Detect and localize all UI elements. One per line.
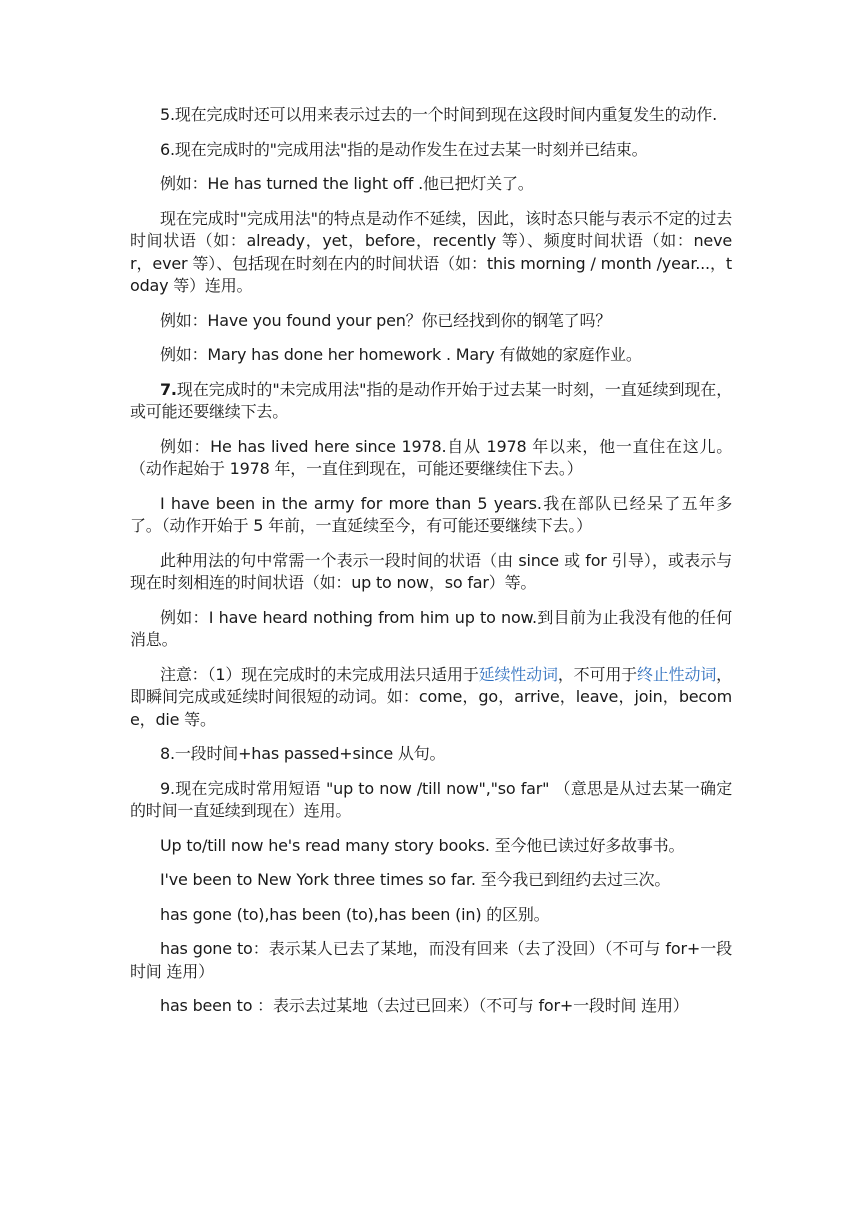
document-body xyxy=(130,104,732,1030)
text-segment: has been to ：表示去过某地（去过已回来）（不可与 for+一段时间 连用） xyxy=(160,996,689,1015)
text-segment: ，即瞬间完成或延续时间很短的动词。如：come，go，arrive，leave，join，become，die 等。 xyxy=(130,664,732,729)
paragraph-p2 xyxy=(130,139,732,162)
term-link[interactable]: 终止性动词 xyxy=(637,664,717,684)
text-segment: Up to/till now he's read many story books. 至今他已读过好多故事书。 xyxy=(160,835,685,855)
text-segment: 9.现在完成时常用短语 "up to now /till now","so far" （意思是从过去某一确定的时间一直延续到现在）连用。 xyxy=(130,778,732,820)
paragraph-p19 xyxy=(130,995,732,1018)
paragraph-p3 xyxy=(130,173,732,196)
paragraph-p8 xyxy=(130,436,732,481)
paragraph-p12 xyxy=(130,664,732,732)
text-segment: 例如：I have heard nothing from him up to now.到目前为止我没有他的任何消息。 xyxy=(130,607,732,649)
paragraph-p4 xyxy=(130,208,732,298)
text-segment: 注意：（1）现在完成时的未完成用法只适用于 xyxy=(160,664,479,684)
paragraph-p5 xyxy=(130,310,732,333)
text-segment: 8.一段时间+has passed+since 从句。 xyxy=(160,744,446,763)
paragraph-p7 xyxy=(130,379,732,424)
text-segment: 现在完成时的"未完成用法"指的是动作开始于过去某一时刻，一直延续到现在，或可能还要继续下去。 xyxy=(130,379,732,421)
paragraph-p18 xyxy=(130,938,732,983)
paragraph-p15 xyxy=(130,835,732,858)
text-segment: 6.现在完成时的"完成用法"指的是动作发生在过去某一时刻并已结束。 xyxy=(160,139,648,159)
text-segment: 例如：Have you found your pen？你已经找到你的钢笔了吗？ xyxy=(160,310,612,330)
text-segment: I've been to New York three times so far. 至今我已到纽约去过三次。 xyxy=(160,870,671,889)
term-link[interactable]: 延续性动词 xyxy=(478,664,558,684)
text-segment: 例如：He has lived here since 1978.自从 1978 年以来，他一直住在这儿。（动作起始于 1978 年，一直住到现在，可能还要继续住下去。） xyxy=(130,436,732,478)
paragraph-p16 xyxy=(130,869,732,892)
paragraph-p9 xyxy=(130,493,732,538)
text-segment: 例如：He has turned the light off .他已把灯关了。 xyxy=(160,174,534,193)
paragraph-p14 xyxy=(130,778,732,823)
paragraph-p6 xyxy=(130,344,732,367)
bold-text: 7. xyxy=(160,379,177,399)
text-segment: 5.现在完成时还可以用来表示过去的一个时间到现在这段时间内重复发生的动作. xyxy=(160,105,717,124)
paragraph-p1 xyxy=(130,104,732,127)
text-segment: I have been in the army for more than 5 years.我在部队已经呆了五年多了。（动作开始于 5 年前，一直延续至今，有可能还要继续下去。） xyxy=(130,493,732,535)
paragraph-p17 xyxy=(130,904,732,927)
text-segment: 例如：Mary has done her homework . Mary 有做她的家庭作业。 xyxy=(160,345,642,364)
paragraph-p10 xyxy=(130,550,732,595)
paragraph-p11 xyxy=(130,607,732,652)
text-segment: has gone (to),has been (to),has been (in) 的区别。 xyxy=(160,904,550,924)
text-segment: 现在完成时"完成用法"的特点是动作不延续，因此，该时态只能与表示不定的过去时间状语（如：already，yet，before，recently 等）、频度时间状语（如：never，ever 等）、包括现在时刻在内的时间状语（如：this morning / month /year...，today 等）连用。 xyxy=(130,208,732,295)
paragraph-p13 xyxy=(130,743,732,766)
text-segment: ，不可用于 xyxy=(557,664,637,684)
text-segment: 此种用法的句中常需一个表示一段时间的状语（由 since 或 for 引导），或表示与现在时刻相连的时间状语（如：up to now，so far）等。 xyxy=(130,550,732,592)
text-segment: has gone to：表示某人已去了某地，而没有回来（去了没回）（不可与 for+一段时间 连用） xyxy=(130,939,732,981)
